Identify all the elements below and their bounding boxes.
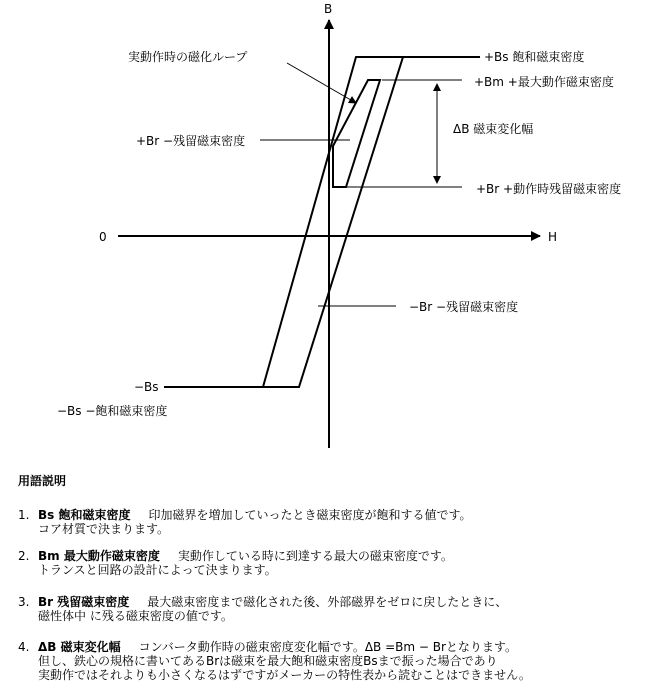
bs-neg-desc-label: −Bs −飽和磁束密度	[57, 404, 168, 418]
glossary-description-cont: 磁性体中 に残る磁束密度の値です。	[38, 609, 233, 623]
glossary-item-number: 3.	[18, 595, 30, 609]
glossary-description: 実動作している時に到達する最大の磁束密度です。	[177, 549, 453, 563]
glossary	[0, 472, 658, 690]
bs-neg-label: −Bs	[134, 380, 159, 394]
glossary-item-number: 2.	[18, 549, 30, 563]
glossary-term: ΔB 磁束変化幅	[38, 640, 121, 654]
glossary-term: Br 残留磁束密度	[38, 595, 130, 609]
h-axis-label: H	[548, 230, 558, 244]
glossary-item-bs	[18, 508, 472, 536]
saturation-loop	[164, 57, 480, 387]
glossary-description: 最大磁束密度まで磁化された後、外部磁界をゼロに戻したときに、	[147, 595, 508, 609]
glossary-item-number: 4.	[18, 640, 30, 654]
origin-label: 0	[99, 230, 107, 244]
delta-b-label: ΔB 磁束変化幅	[453, 122, 534, 136]
glossary-item-number: 1.	[18, 508, 30, 522]
br-neg-label: −Br −残留磁束密度	[409, 300, 519, 314]
br-op-label: +Br +動作時残留磁束密度	[476, 182, 622, 196]
loop-leader-line	[287, 63, 356, 103]
glossary-description-cont: 但し、鉄心の規格に書いてあるBrは磁束を最大飽和磁束密度Bsまで振った場合であり	[38, 654, 498, 668]
glossary-description: 印加磁界を増加していったとき磁束密度が飽和する値です。	[148, 508, 472, 522]
operating-loop	[333, 80, 380, 187]
bm-pos-label: +Bm +最大動作磁束密度	[474, 75, 614, 89]
glossary-description: コンバータ動作時の磁束密度変化幅です。ΔB =Bm − Brとなります。	[138, 640, 517, 654]
glossary-term: Bm 最大動作磁束密度	[38, 549, 160, 563]
glossary-term: Bs 飽和磁束密度	[38, 508, 131, 522]
glossary-description-cont: トランスと回路の設計によって決まります。	[38, 563, 277, 577]
glossary-item-delta-b	[18, 640, 531, 682]
loop-label: 実動作時の磁化ループ	[128, 50, 248, 64]
glossary-description-cont: 実動作ではそれよりも小さくなるはずですがメーカーの特性表から読むことはできません。	[38, 668, 531, 682]
br-pos-label: +Br −残留磁束密度	[136, 134, 246, 148]
b-axis-label: B	[324, 2, 333, 16]
bs-pos-label: +Bs 飽和磁束密度	[484, 50, 585, 64]
glossary-item-bm	[18, 549, 453, 577]
glossary-item-br	[18, 595, 507, 623]
glossary-description-cont: コア材質で決まります。	[38, 522, 170, 536]
glossary-heading: 用語説明	[18, 474, 67, 488]
